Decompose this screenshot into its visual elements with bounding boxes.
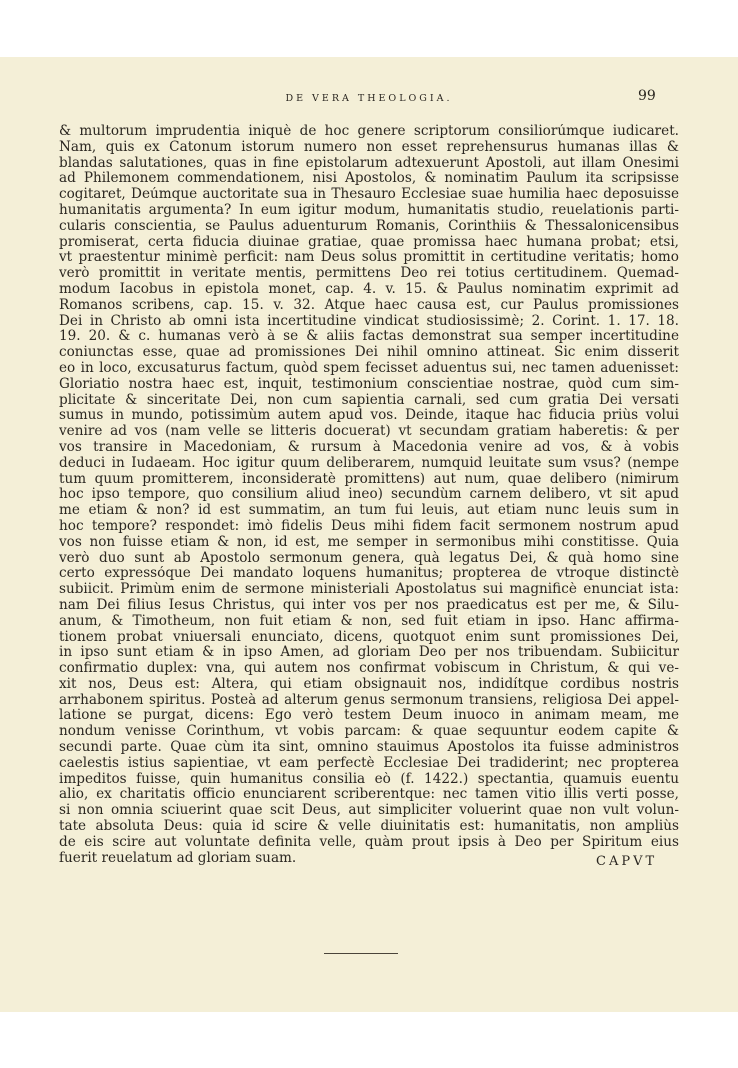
text-line: verò promittit in veritate mentis, permittens Deo rei totius certitudinem. Quemad-	[59, 266, 679, 282]
text-line: subiicit. Primùm enim de sermone ministeriali Apostolatus sui magnificè enunciat ista:	[59, 582, 679, 598]
text-line: nondum venisse Corinthum, vt vobis parcam: & quae sequuntur eodem capite &	[59, 724, 679, 740]
text-line: secundi parte. Quae cùm ita sint, omnino stauimus Apostolos ita fuisse administros	[59, 740, 679, 756]
text-line: tionem probat vniuersali enunciato, dicens, quotquot enim sunt promissiones Dei,	[59, 629, 679, 645]
text-line: 19. 20. & c. humanas verò à se & aliis factas demonstrat sua semper incertitudine	[59, 329, 679, 345]
catchword: CAPVT	[596, 854, 658, 869]
text-line: blandas salutationes, quas in fine epistolarum adtexuerunt Apostoli, aut illam Onesimi	[59, 155, 679, 171]
page-number: 99	[638, 88, 656, 104]
text-line: vos non fuisse etiam & non, id est, me semper in sermonibus mihi constitisse. Quia	[59, 534, 679, 550]
text-line: si non omnia sciuerint quae scit Deus, aut simpliciter voluerint quae non vult volun-	[59, 803, 679, 819]
text-line: humanitatis argumenta? In eum igitur modum, humanitatis studio, reuelationis parti-	[59, 202, 679, 218]
text-line: Romanos scribens, cap. 15. v. 32. Atque haec causa est, cur Paulus promissiones	[59, 297, 679, 313]
text-line: impeditos fuisse, quin humanitus consilia eò (f. 1422.) spectantia, quamuis euentu	[59, 771, 679, 787]
text-line: tum quum promitterem, inconsideratè promittens) aut num, quae delibero (nimirum	[59, 471, 679, 487]
text-line: promiserat, certa fiducia diuinae gratiae, quae promissa haec humana probat; etsi,	[59, 234, 679, 250]
text-line: vt praestentur minimè perficit: nam Deus solus promittit in certitudine veritatis; homo	[59, 250, 679, 266]
decorative-rule	[324, 953, 398, 954]
text-line: certo expressóque Dei mandato loquens humanitus; propterea de vtroque distinctè	[59, 566, 679, 582]
text-line: verò duo sunt ab Apostolo sermonum genera, quà legatus Dei, & quà homo sine	[59, 550, 679, 566]
text-line: cogitaret, Deúmque auctoritate sua in Thesauro Ecclesiae suae humilia haec deposuisse	[59, 187, 679, 203]
text-line: confirmatio duplex: vna, qui autem nos confirmat vobiscum in Christum, & qui ve-	[59, 661, 679, 677]
text-line: ad Philemonem commendationem, nisi Apostolos, & nominatim Paulum ita scripsisse	[59, 171, 679, 187]
running-head: DE VERA THEOLOGIA.	[285, 93, 453, 104]
text-line: modum Iacobus in epistola monet, cap. 4. v. 15. & Paulus nominatim exprimit ad	[59, 281, 679, 297]
text-line: eo in loco, excusaturus factum, quòd spem fecisset aduentus sui, nec tamen aduenisset:	[59, 360, 679, 376]
body-text	[59, 124, 679, 866]
text-line: deduci in Iudaeam. Hoc igitur quum deliberarem, numquid leuitate sum vsus? (nempe	[59, 455, 679, 471]
text-line: xit nos, Deus est: Altera, qui etiam obsignauit nos, indidítque cordibus nostris	[59, 676, 679, 692]
text-line: tate absoluta Deus: quia id scire & velle diuinitatis est: humanitatis, non ampliùs	[59, 819, 679, 835]
text-line: plicitate & sinceritate Dei, non cum sapientia carnali, sed cum gratia Dei versati	[59, 392, 679, 408]
text-line: & multorum imprudentia iniquè de hoc genere scriptorum consiliorúmque iudicaret.	[59, 124, 679, 139]
text-line: Gloriatio nostra haec est, inquit, testimonium conscientiae nostrae, quòd cum sim-	[59, 376, 679, 392]
text-line: sumus in mundo, potissimùm autem apud vos. Deinde, itaque hac fiducia priùs volui	[59, 408, 679, 424]
book-page	[0, 57, 738, 1012]
text-line: Dei in Christo ab omni ista incertitudine vindicat studiosissimè; 2. Corint. 1. 17. 18.	[59, 313, 679, 329]
text-line: latione se purgat, dicens: Ego verò testem Deum inuoco in animam meam, me	[59, 708, 679, 724]
text-line: in ipso sunt etiam & in ipso Amen, ad gloriam Deo per nos tribuendam. Subiicitur	[59, 645, 679, 661]
text-line: hoc ipso tempore, quo consilium aliud ineo) secundùm carnem delibero, vt sit apud	[59, 487, 679, 503]
text-line: caelestis istius sapientiae, vt eam perfectè Ecclesiae Dei tradiderint; nec propterea	[59, 755, 679, 771]
text-line: fuerit reuelatum ad gloriam suam.	[59, 850, 297, 866]
text-line: alio, ex charitatis officio enunciarent scriberentque: nec tamen vitio illis verti posse,	[59, 787, 679, 803]
text-line: cularis conscientia, se Paulus aduenturum Romanis, Corinthiis & Thessalonicensibus	[59, 218, 679, 234]
text-line: me etiam & non? id est summatim, an tum fui leuis, aut etiam nunc leuis sum in	[59, 503, 679, 519]
text-line: arrhabonem spiritus. Posteà ad alterum genus sermonum transiens, religiosa Dei appel-	[59, 692, 679, 708]
text-line: de eis scire aut voluntate definita velle, quàm prout ipsis à Deo per Spiritum eius	[59, 834, 679, 850]
text-line: nam Dei filius Iesus Christus, qui inter vos per nos praedicatus est per me, & Silu-	[59, 597, 679, 613]
text-line: hoc tempore? respondet: imò fidelis Deus mihi fidem facit sermonem nostrum apud	[59, 518, 679, 534]
text-line: anum, & Timotheum, non fuit etiam & non, sed fuit etiam in ipso. Hanc affirma-	[59, 613, 679, 629]
text-line: Nam, quis ex Catonum istorum numero non esset reprehensurus humanas illas &	[59, 139, 679, 155]
text-line: venire ad vos (nam velle se litteris docuerat) vt secundam gratiam haberetis: & per	[59, 424, 679, 440]
text-line: vos transire in Macedoniam, & rursum à Macedonia venire ad vos, & à vobis	[59, 439, 679, 455]
text-line: coniunctas esse, quae ad promissiones Dei nihil omnino attineat. Sic enim disserit	[59, 345, 679, 361]
